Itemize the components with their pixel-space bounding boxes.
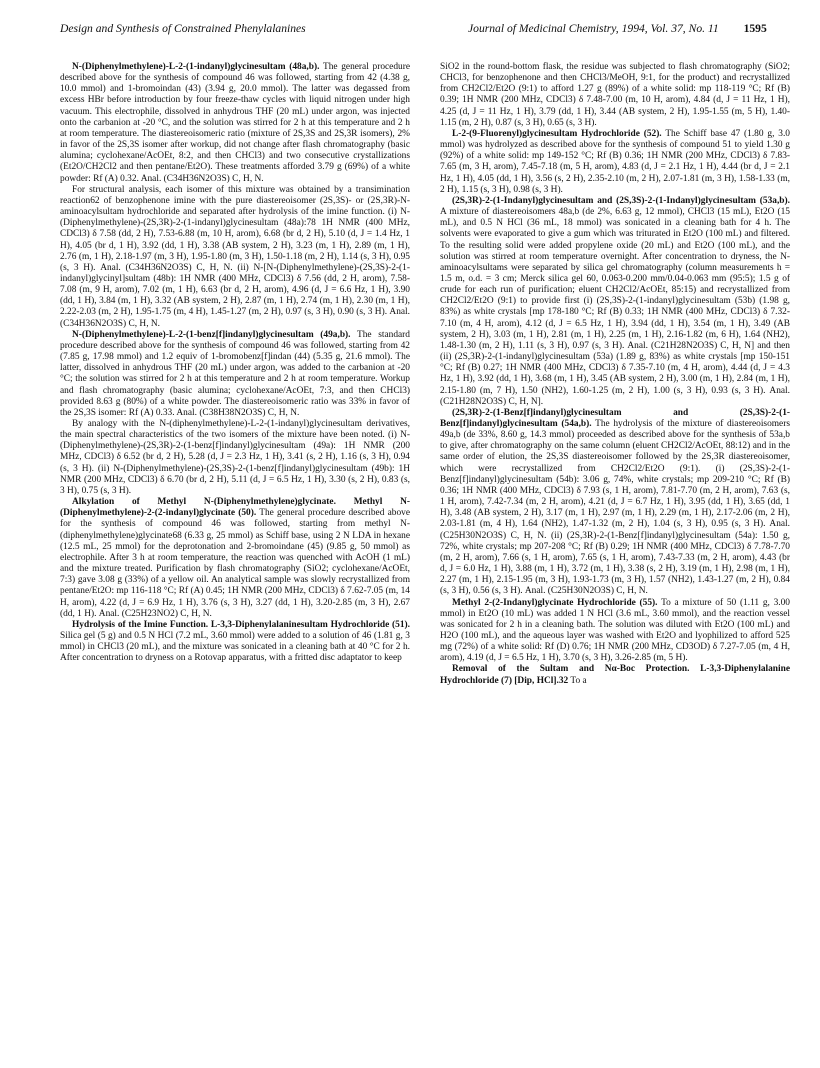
paragraph-body: To a: [568, 675, 587, 686]
paragraph-title: L-2-(9-Fluorenyl)glycinesultam Hydrochloride (52).: [452, 128, 662, 139]
paragraph-48ab: [60, 62, 410, 185]
paragraph-removal-protection: [440, 664, 790, 686]
paragraph-title: (2S,3R)-2-(1-Indanyl)glycinesultam and (2S,3S)-2-(1-Indanyl)glycinesultam (53a,b).: [452, 195, 790, 206]
paragraph-title: Removal of the Sultam and Nα-Boc Protection. L-3,3-Diphenylalanine Hydrochloride (7) [Dip, HCl].32: [440, 664, 790, 686]
paragraph-body: A mixture of diastereoisomers 48a,b (de 2%, 6.63 g, 12 mmol), CHCl3 (15 mL), Et2O (15 mL), and 0.5 N HCl (36 mL, 18 mmol) was sonicated in a cleaning bath for 4 h. The solvents were evaporated to give a gum which was triturated in Et2O (100 mL) and filtered. To the resulting solid were added propylene oxide (20 mL) and Et2O (100 mL), and the solution was stirred at room temperature overnight. After concentration to dryness, the N-aminoacylsultams were separated by silica gel chromatography (column measurements h = 1.5 m, o.d. = 3 cm; Merck silica gel 60, 0.063-0.200 mm/0.04-0.063 mm (95:5); 1.5 g of crude for each run of purification; eluent CH2Cl2/AcOEt, 85:15) and recrystallized from CH2Cl2/Et2O (9:1) to provide first (i) (2S,3S)-2-(1-indanyl)glycinesultam (53b) (1.98 g, 83%) as white crystals [mp 178-180 °C; Rf (B) 0.33; 1H NMR (400 MHz, CDCl3) δ 7.32-7.10 (m, 4 H, arom), 4.12 (d, J = 6.5 Hz, 1 H), 3.94 (dd, 1 H), 3.54 (m, 1 H), 3.49 (AB system, 2 H), 3.03 (m, 1 H), 2.81 (m, 1 H), 2.25 (m, 1 H), 2.16-1.82 (m, 6 H), 1.64 (NH2), 1.48-1.30 (m, 2 H), 1.11 (s, 3 H), 0.97 (s, 3 H). Anal. (C21H28N2O3S) C, H, N] and then (ii) (2S,3R)-2-(1-indanyl)glycinesultam (53a) (1.89 g, 83%) as white crystals [mp 150-151 °C; Rf (B) 0.27; 1H NMR (400 MHz, CDCl3) δ 7.35-7.10 (m, 4 H, arom), 4.44 (d, J = 4.3 Hz, 1 H), 3.92 (dd, 1 H), 3.68 (m, 1 H), 3.45 (AB system, 2 H), 3.00 (m, 1 H), 2.84 (m, 1 H), 2.15-1.80 (m, 7 H), 1.50 (NH2), 1.60-1.25 (m, 2 H), 1.00 (s, 3 H), 0.93 (s, 3 H). Anal. (C21H28N2O3S) C, H, N].: [440, 207, 790, 407]
page-number: 1595: [743, 22, 767, 35]
running-title: Design and Synthesis of Constrained Phenylalanines: [60, 22, 306, 35]
left-column: [60, 62, 410, 687]
paragraph-body: To a mixture of 50 (1.11 g, 3.00 mmol) in Et2O (10 mL) was added 1 N HCl (3.6 mL, 3.60 mmol), and the reaction vessel was sonicated for 2 h in a cleaning bath. The solution was diluted with Et2O (100 mL) and H2O (100 mL), and the aqueous layer was washed with Et2O and lyophilized to afford 525 mg (72%) of a white solid: Rf (D) 0.76; 1H NMR (200 MHz, CD3OD) δ 7.27-7.05 (m, 4 H, arom), 4.19 (d, J = 6.5 Hz, 1 H), 3.70 (s, 3 H), 3.26-2.85 (m, 5 H).: [440, 597, 790, 664]
paragraph-title: Alkylation of Methyl N-(Diphenylmethylene)glycinate. Methyl N-(Diphenylmethylene)-2-(2-indanyl)glycinate (50).: [60, 497, 410, 519]
paragraph-title: Hydrolysis of the Imine Function. L-3,3-Diphenylalaninesultam Hydrochloride (51).: [72, 619, 410, 630]
paragraph-title: Methyl 2-(2-Indanyl)glycinate Hydrochloride (55).: [452, 597, 658, 608]
paragraph-52: [440, 129, 790, 196]
paragraph-body: The standard procedure described above for the synthesis of compound 46 was followed, starting from 42 (7.85 g, 17.98 mmol) and 1.2 equiv of 1-bromobenz[f]indan (44) (5.35 g, 21.6 mmol). The latter, dissolved in anhydrous THF (20 mL) under argon, was added to the carbanion at -20 °C; the solution was stirred for 2 h at this temperature and 2 h at room temperature. Workup and flash chromatography (basic alumina; cyclohexane/AcOEt, 7:3, and then CHCl3) provided 8.63 g (80%) of a white powder. The diastereoisomeric ratio was 33% in favor of the 2S,3S isomer: Rf (A) 0.33. Anal. (C38H38N2O3S) C, H, N.: [60, 329, 410, 418]
paragraph-body: For structural analysis, each isomer of this mixture was obtained by a transimination reaction62 of benzophenone imine with the pure diastereoisomer (2S,3S)- or (2S,3R)-N-aminoacylsultam hydrochloride and separated after hydrolysis of the imine function. (i) N-(Diphenylmethylene)-(2S,3R)-2-(1-indanyl)glycinesultam (48a):78 1H NMR (400 MHz, CDCl3) δ 7.58 (dd, 2 H), 7.53-6.88 (m, 10 H, arom), 6.68 (br d, 2 H), 5.10 (d, J = 1.4 Hz, 1 H), 4.05 (br d, 1 H), 3.92 (dd, 1 H), 3.38 (AB system, 2 H), 3.23 (m, 1 H), 2.89 (m, 1 H), 2.76 (m, 1 H), 2.18-1.97 (m, 3 H), 1.95-1.80 (m, 3 H), 1.50-1.18 (m, 2 H), 1.14 (s, 3 H), 0.95 (s, 3 H). Anal. (C34H36N2O3S) C, H, N. (ii) N-[N-(Diphenylmethylene)-(2S,3S)-2-(1-indanyl)glycinyl]sultam (48b): 1H NMR (400 MHz, CDCl3) δ 7.56 (dd, 2 H, arom), 7.58-7.08 (m, 9 H, arom), 7.02 (m, 1 H), 6.63 (br d, 2 H, arom), 4.96 (d, J = 6.6 Hz, 1 H), 3.90 (dd, 1 H), 3.84 (m, 1 H), 3.32 (AB system, 2 H), 2.87 (m, 1 H), 2.74 (m, 1 H), 2.30 (m, 1 H), 2.22-2.03 (m, 2 H), 1.95-1.75 (m, 4 H), 1.45-1.27 (m, 2 H), 0.97 (s, 3 H), 0.90 (s, 3 H). Anal. (C34H36N2O3S) C, H, N.: [60, 184, 410, 329]
right-column: [440, 62, 790, 687]
running-header: [60, 22, 790, 40]
paragraph-53ab: [440, 196, 790, 408]
paragraph-structural-analysis: [60, 185, 410, 330]
paragraph-body: The general procedure described above for the synthesis of compound 46 was followed, starting from methyl N-(diphenylmethylene)glycinate68 (6.33 g, 25 mmol) as Schiff base, using 2 N LDA in hexane (12.5 mL, 25 mmol) for the deprotonation and 2-bromoindane (45) (9.85 g, 50 mmol) as electrophile. After 3 h at room temperature, the reaction was quenched with AcOH (1 mL) and the mixture treated. Purification by flash chromatography (SiO2; cyclohexane/AcOEt, 7:3) gave 3.08 g (33%) of a yellow oil. An analytical sample was slowly recrystallized from pentane/Et2O: mp 116-118 °C; Rf (A) 0.45; 1H NMR (200 MHz, CDCl3) δ 7.62-7.05 (m, 14 H, arom), 4.22 (d, J = 6.9 Hz, 1 H), 3.76 (s, 3 H), 3.27 (dd, 1 H), 3.20-2.85 (m, 3 H), 2.67 (dd, 1 H). Anal. (C25H23NO2) C, H, N.: [60, 508, 410, 619]
paragraph-title: (2S,3R)-2-(1-Benz[f]indanyl)glycinesultam and (2S,3S)-2-(1-Benz[f]indanyl)glycinesultam (54a,b).: [440, 407, 790, 429]
paragraph-body: The hydrolysis of the mixture of diastereoisomers 49a,b (de 33%, 8.60 g, 14.3 mmol) proceeded as described above for the synthesis of 53a,b to give, after chromatography on the same column (eluent CH2Cl2/AcOEt, 88:12) and in the same order of elution, the 2S,3S diastereoisomer followed by the 2S,3R diastereoisomer, which were recrystallized from CH2Cl2/Et2O (9:1). (i) (2S,3S)-2-(1-Benz[f]indanyl)glycinesultam (54b): 3.06 g, 74%, white crystals; mp 209-210 °C; Rf (B) 0.36; 1H NMR (400 MHz, CDCl3) δ 7.93 (s, 1 H, arom), 7.81-7.70 (m, 2 H, arom), 7.63 (s, 1 H, arom), 7.42-7.34 (m, 2 H, arom), 4.21 (d, J = 6.7 Hz, 1 H), 3.95 (dd, 1 H), 3.65 (dd, 1 H), 3.48 (AB system, 2 H), 3.17 (m, 1 H), 2.97 (m, 1 H), 2.29 (m, 1 H), 2.17-2.06 (m, 2 H), 2.03-1.81 (m, 4 H), 1.64 (NH2), 1.47-1.32 (m, 2 H), 1.04 (s, 3 H), 0.95 (s, 3 H). Anal. (C25H30N2O3S) C, H, N. (ii) (2S,3R)-2-(1-Benz[f]indanyl)glycinesultam (54a): 1.50 g, 72%, white crystals; mp 207-208 °C; Rf (B) 0.29; 1H NMR (400 MHz, CDCl3) δ 7.78-7.70 (m, 2 H, arom), 7.66 (s, 1 H, arom), 7.65 (s, 1 H, arom), 7.43-7.33 (m, 2 H, arom), 4.43 (br d, J = 6.0 Hz, 1 H), 3.88 (m, 1 H), 3.72 (m, 1 H), 3.38 (s, 2 H), 3.19 (m, 1 H), 2.98 (m, 1 H), 2.27 (m, 1 H), 2.15-1.95 (m, 3 H), 1.93-1.73 (m, 3 H), 1.57 (NH2), 1.43-1.27 (m, 2 H), 0.84 (s, 3 H), 0.56 (s, 3 H). Anal. (C25H30N2O3S) C, H, N.: [440, 419, 790, 597]
paragraph-title: N-(Diphenylmethylene)-L-2-(1-indanyl)glycinesultam (48a,b).: [72, 62, 320, 72]
paragraph-title: N-(Diphenylmethylene)-L-2-(1-benz[f]indanyl)glycinesultam (49a,b).: [72, 329, 351, 340]
paragraph-51-continued: [440, 62, 790, 129]
paragraph-54ab: [440, 408, 790, 598]
paragraph-49-isomers: [60, 419, 410, 497]
paragraph-body: Silica gel (5 g) and 0.5 N HCl (7.2 mL, 3.60 mmol) were added to a solution of 46 (1.81 g, 3 mmol) in CHCl3 (20 mL), and the mixture was sonicated in a cleaning bath at 40 °C for 2 h. After concentration to dryness on a Rotovap apparatus, with a fritted disc adaptator to keep: [60, 630, 410, 664]
paragraph-50: [60, 497, 410, 620]
paragraph-51: [60, 620, 410, 665]
two-column-body: [60, 62, 790, 687]
journal-citation: [468, 22, 790, 35]
paragraph-55: [440, 598, 790, 665]
paragraph-body: By analogy with the N-(diphenylmethylene)-L-2-(1-indanyl)glycinesultam derivatives, the main spectral characteristics of the two isomers of the mixture have been noted. (i) N-(Diphenylmethylene)-(2S,3R)-2-(1-benz[f]indanyl)glycinesultam (49a): 1H NMR (200 MHz, CDCl3) δ 6.52 (br d, 2 H), 5.28 (d, J = 2.3 Hz, 1 H), 3.41 (s, 2 H), 1.16 (s, 3 H), 0.94 (s, 3 H). (ii) N-(Diphenylmethylene)-(2S,3S)-2-(1-benz[f]indanyl)glycinesultam (49b): 1H NMR (200 MHz, CDCl3) δ 6.70 (br d, 2 H), 5.11 (d, J = 6.5 Hz, 1 H), 3.30 (s, 2 H), 0.83 (s, 3 H), 0.75 (s, 3 H).: [60, 419, 410, 496]
paragraph-body: The general procedure described above for the synthesis of compound 46 was followed, starting from 42 (4.38 g, 10.0 mmol) and 1-bromoindan (43) (3.94 g, 20.0 mmol). The latter was degassed from excess HBr before introduction by four freeze-thaw cycles with liquid nitrogen under high vacuum. This electrophile, dissolved in anhydrous THF (20 mL) under argon, was injected onto the carbanion at -20 °C, and the solution was stirred for 2 h at this temperature and 2 h at room temperature. The diastereoisomeric ratio (mixture of 2S,3S and 2S,3R isomers), 2% in favor of the 2S,3S isomer after workup, did not change after flash chromatography (basic alumina; cyclohexane/AcOEt, 8:2, and then CHCl3) and two consecutive crystallizations (Et2O/CH2Cl2 and then pentane/Et2O). These treatments afforded 3.79 g (69%) of a white powder: Rf (A) 0.32. Anal. (C34H36N2O3S) C, H, N.: [60, 62, 410, 184]
paragraph-49ab: [60, 330, 410, 419]
paragraph-body: SiO2 in the round-bottom flask, the residue was subjected to flash chromatography (SiO2; CHCl3, for benzophenone and then CHCl3/MeOH, 9:1, for the product) and recrystallized from CH2Cl2/Et2O (9:1) to afford 1.27 g (89%) of a white solid: mp 118-119 °C; Rf (B) 0.39; 1H NMR (200 MHz, CDCl3) δ 7.48-7.00 (m, 10 H, arom), 4.84 (d, J = 11 Hz, 1 H), 4.25 (d, J = 11 Hz, 1 H), 3.79 (dd, 1 H), 3.44 (AB system, 2 H), 1.95-1.55 (m, 5 H), 1.40-1.15 (m, 2 H), 0.87 (s, 3 H), 0.65 (s, 3 H).: [440, 62, 790, 128]
paragraph-body: The Schiff base 47 (1.80 g, 3.0 mmol) was hydrolyzed as described above for the synthesis of compound 51 to yield 1.30 g (92%) of a white solid: mp 149-152 °C; Rf (B) 0.36; 1H NMR (200 MHz, CDCl3) δ 7.83-7.65 (m, 3 H, arom), 7.45-7.18 (m, 5 H, arom), 4.83 (d, J = 2.1 Hz, 1 H), 4.44 (br d, J = 2.1 Hz, 1 H), 4.05 (dd, 1 H), 3.56 (s, 2 H), 2.35-2.10 (m, 2 H), 2.07-1.81 (m, 3 H), 1.58-1.33 (m, 2 H), 1.15 (s, 3 H), 0.98 (s, 3 H).: [440, 128, 790, 195]
journal-info: Journal of Medicinal Chemistry, 1994, Vol. 37, No. 11: [468, 22, 719, 35]
